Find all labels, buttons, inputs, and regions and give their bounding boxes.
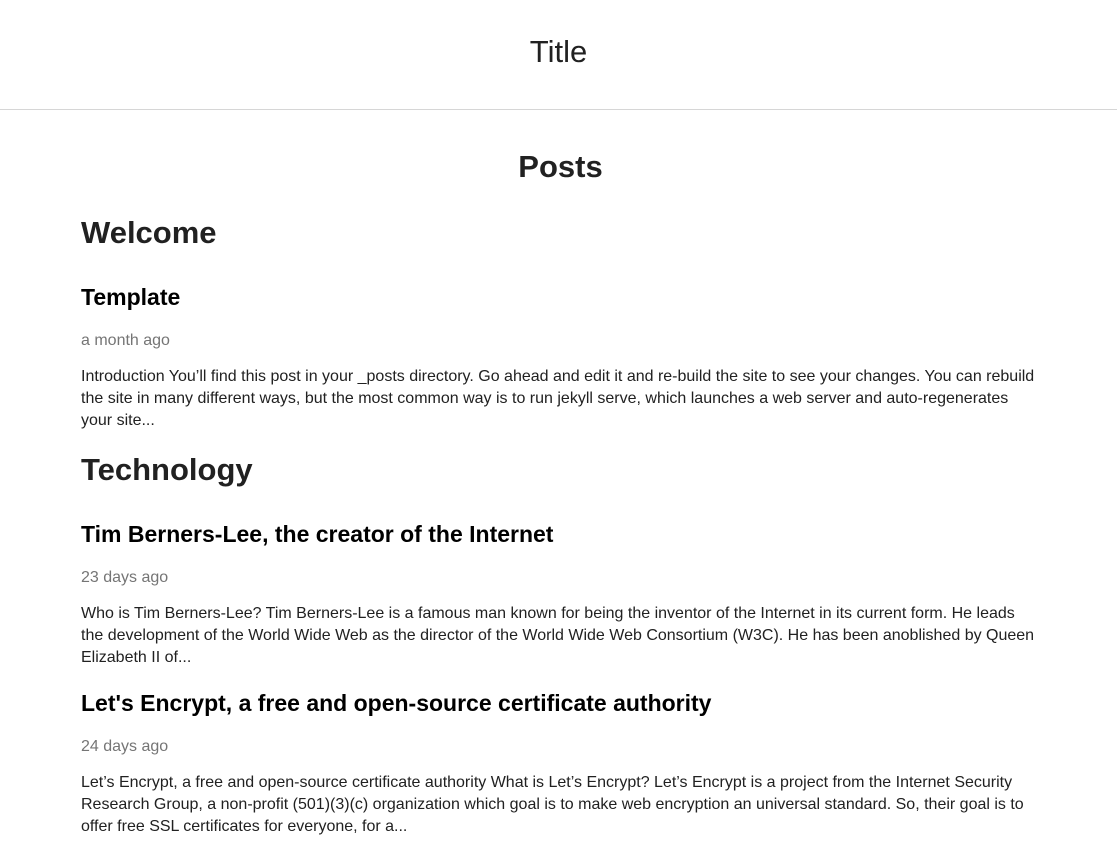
post-excerpt: Who is Tim Berners-Lee? Tim Berners-Lee is a famous man known for being the inventor of the Internet in its current form. He leads the development of the World Wide Web as the director of the World Wide Web Consortium (W3C). He has been anoblished by Queen Elizabeth II of... — [81, 605, 1035, 666]
category-heading: Welcome — [81, 215, 217, 250]
category-technology — [81, 452, 1040, 838]
post-title-link[interactable]: Let's Encrypt, a free and open-source certificate authority — [81, 690, 712, 716]
post-date: 23 days ago — [81, 569, 169, 586]
site-header — [0, 0, 1117, 110]
post-item — [81, 283, 1040, 432]
post-excerpt: Let’s Encrypt, a free and open-source certificate authority What is Let’s Encrypt? Let’s Encrypt is a project from the Internet Security Research Group, a non-profit (501)(3)(c) organization which goal is to make web encryption an universal standard. So, their goal is to offer free SSL certificates for everyone, for a... — [81, 774, 1024, 835]
page-title: Posts — [518, 149, 603, 184]
post-title-link[interactable]: Template — [81, 284, 181, 310]
category-welcome — [81, 215, 1040, 432]
main-content — [0, 110, 1117, 838]
post-title-link[interactable]: Tim Berners-Lee, the creator of the Internet — [81, 521, 554, 547]
site-title-link[interactable]: Title — [529, 34, 588, 69]
post-item — [81, 689, 1040, 838]
post-date: 24 days ago — [81, 738, 169, 755]
post-date: a month ago — [81, 332, 170, 349]
category-heading: Technology — [81, 452, 253, 487]
post-item — [81, 520, 1040, 669]
post-excerpt: Introduction You’ll find this post in your _posts directory. Go ahead and edit it and re-build the site to see your changes. You can rebuild the site in many different ways, but the most common way is to run jekyll serve, which launches a web server and auto-regenerates your site... — [81, 368, 1035, 429]
